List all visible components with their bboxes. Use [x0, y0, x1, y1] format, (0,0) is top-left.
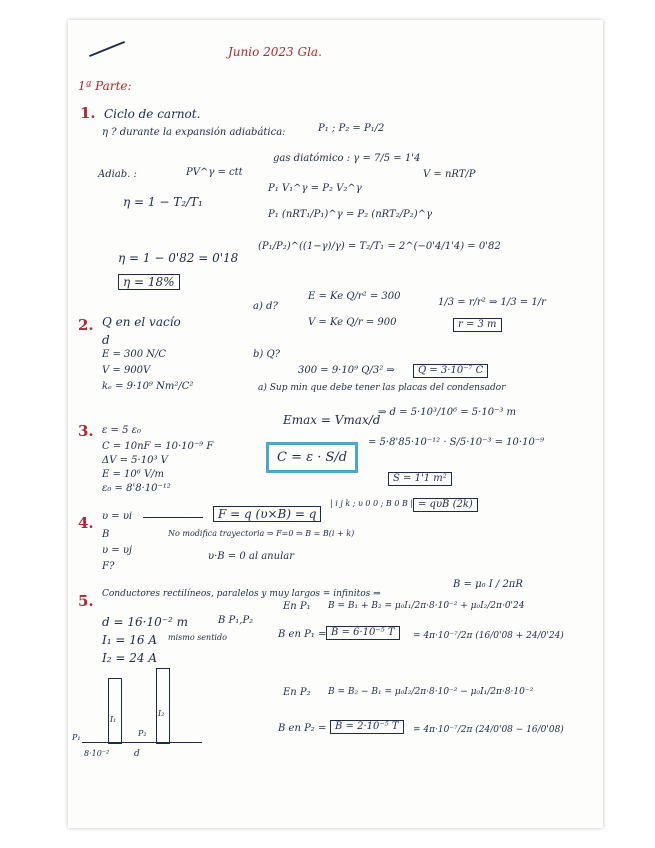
- problem-5-bformula: B = μ₀ I / 2πR: [453, 579, 523, 590]
- problem-1-eq1: P₁ V₁^γ = P₂ V₂^γ: [268, 183, 362, 194]
- problem-1-pv: PV^γ = ctt: [186, 167, 243, 178]
- problem-2-d: d: [102, 333, 110, 347]
- problem-1-name: Ciclo de carnot.: [104, 107, 201, 121]
- problem-3-eps0: ε₀ = 8'8·10⁻¹²: [102, 483, 171, 494]
- problem-5-number: 5.: [78, 592, 94, 610]
- problem-4-matrix: | i j k ; υ 0 0 ; B 0 B |: [330, 499, 414, 508]
- problem-1-vformula: V = nRT/P: [423, 169, 476, 180]
- problem-3-s-calc: = 5·8'85·10⁻¹² · S/5·10⁻³ = 10·10⁻⁹: [368, 437, 545, 448]
- problem-1-eq3: (P₁/P₂)^((1−γ)/γ) = T₂/T₁ = 2^(−0'4/1'4) = 0'82: [258, 241, 501, 252]
- problem-3-C: C = 10nF = 10·10⁻⁹ F: [102, 441, 214, 452]
- problem-1-question: η ? durante la expansión adiabática:: [102, 127, 286, 138]
- problem-2-k: kₑ = 9·10⁹ Nm²/C²: [102, 381, 194, 392]
- problem-4-note: No modifica trayectoria ⇒ F=0 ⇒ B = B(i + k): [168, 529, 355, 538]
- problem-5-bp2-label: B en P₂ =: [278, 723, 327, 734]
- problem-2-b-eq: 300 = 9·10⁹ Q/3² ⇒: [298, 365, 395, 376]
- problem-2-E: E = 300 N/C: [102, 349, 167, 360]
- problem-4-dot: υ·B = 0 al anular: [208, 551, 295, 562]
- problem-3-a-label: a) Sup min que debe tener las placas del condensador: [258, 383, 506, 393]
- problem-4-F: F?: [102, 561, 115, 572]
- pen-stroke: [89, 41, 125, 57]
- problem-5-en-p1: En P₁: [283, 601, 311, 612]
- problem-5-bp1-label: B en P₁ =: [278, 629, 327, 640]
- problem-1-result: η = 18%: [118, 274, 180, 290]
- fig-baseline: [82, 742, 202, 743]
- fig-P1: P₁: [72, 733, 81, 742]
- problem-4-B: B: [102, 529, 110, 540]
- problem-5-p2-diff: B = B₂ − B₁ = μ₀I₂/2π·8·10⁻² − μ₀I₁/2π·8·10⁻²: [328, 687, 534, 697]
- problem-1-condition: P₁ ; P₂ = P₁/2: [318, 123, 385, 134]
- problem-5-bp2-eq: = 4π·10⁻⁷/2π (24/0'08 − 16/0'08): [413, 725, 564, 735]
- problem-5-mismo: mismo sentido: [168, 633, 227, 642]
- fig-P2: P₂: [138, 729, 147, 738]
- fig-I1: I₁: [110, 715, 117, 724]
- fig-dim-d: d: [134, 749, 140, 759]
- fig-dim-8: 8·10⁻²: [84, 749, 110, 758]
- problem-2-b-result: Q = 3·10⁻⁷ C: [413, 364, 488, 378]
- problem-5-d: d = 16·10⁻² m: [102, 615, 189, 629]
- problem-1-eta-calc: η = 1 − 0'82 = 0'18: [118, 251, 239, 265]
- problem-3-result: S = 1'1 m²: [388, 472, 452, 486]
- problem-4-force-result: = qυB (2k): [413, 498, 478, 512]
- problem-5-bp1-eq: = 4π·10⁻⁷/2π (16/0'08 + 24/0'24): [413, 631, 564, 641]
- problem-4-v2: υ = υj: [102, 545, 132, 556]
- part-heading: 1ª Parte:: [78, 79, 132, 93]
- problem-2-a-label: a) d?: [253, 301, 278, 312]
- problem-5-en-p2: En P₂: [283, 687, 311, 698]
- problem-2-a-result: r = 3 m: [453, 318, 502, 332]
- problem-3-number: 3.: [78, 422, 94, 440]
- wire-1: [108, 678, 122, 744]
- problem-3-d-calc: ⇒ d = 5·10³/10⁶ = 5·10⁻³ m: [378, 407, 517, 418]
- problem-1-gas: gas diatómico : γ = 7/5 = 1'4: [273, 153, 421, 164]
- problem-1-adiab: Adiab. :: [98, 169, 137, 180]
- problem-4-arrow: [143, 517, 203, 518]
- page-title: Junio 2023 Gla.: [228, 45, 322, 59]
- problem-5-bp2-result: B = 2·10⁻⁵ T: [330, 720, 404, 734]
- problem-5-bp: B P₁,P₂: [218, 615, 254, 626]
- problem-3-capacitance-formula: C = ε · S/d: [266, 442, 358, 473]
- problem-2-a-eq2: V = Ke Q/r = 900: [308, 317, 397, 328]
- problem-2-V: V = 900V: [102, 365, 151, 376]
- problem-3-eps: ε = 5 ε₀: [102, 425, 142, 436]
- problem-5-statement: Conductores rectilíneos, paralelos y muy largos = infinitos ⇒: [102, 589, 381, 599]
- problem-2-b-label: b) Q?: [253, 349, 281, 360]
- problem-4-force: F = q (υ×B) = q: [213, 506, 321, 522]
- problem-2-charge: Q en el vacío: [102, 315, 181, 329]
- problem-5-I1: I₁ = 16 A: [102, 633, 157, 647]
- problem-1-eq2: P₁ (nRT₁/P₁)^γ = P₂ (nRT₂/P₂)^γ: [268, 209, 433, 220]
- problem-5-p1-sum: B = B₁ + B₂ = μ₀I₁/2π·8·10⁻² + μ₀I₂/2π·0'24: [328, 601, 525, 611]
- problem-5-I2: I₂ = 24 A: [102, 651, 157, 665]
- wire-2: [156, 668, 170, 744]
- problem-2-a-eq1: E = Ke Q/r² = 300: [308, 291, 401, 302]
- problem-1-number: 1.: [80, 104, 96, 122]
- problem-5-bp1-result: B = 6·10⁻⁵ T: [326, 626, 400, 640]
- problem-4-v: υ = υi: [102, 511, 133, 522]
- problem-1-eta-def: η = 1 − T₂/T₁: [123, 195, 203, 209]
- problem-3-E: E = 10⁶ V/m: [102, 469, 165, 480]
- fig-I2: I₂: [158, 709, 165, 718]
- problem-3-emax: Emax = Vmax/d: [283, 413, 381, 427]
- problem-2-a-ratio: 1/3 = r/r² ⇒ 1/3 = 1/r: [438, 297, 546, 308]
- exam-sheet: [68, 20, 603, 828]
- problem-3-dV: ΔV = 5·10³ V: [102, 455, 168, 466]
- problem-4-number: 4.: [78, 514, 94, 532]
- problem-2-number: 2.: [78, 316, 94, 334]
